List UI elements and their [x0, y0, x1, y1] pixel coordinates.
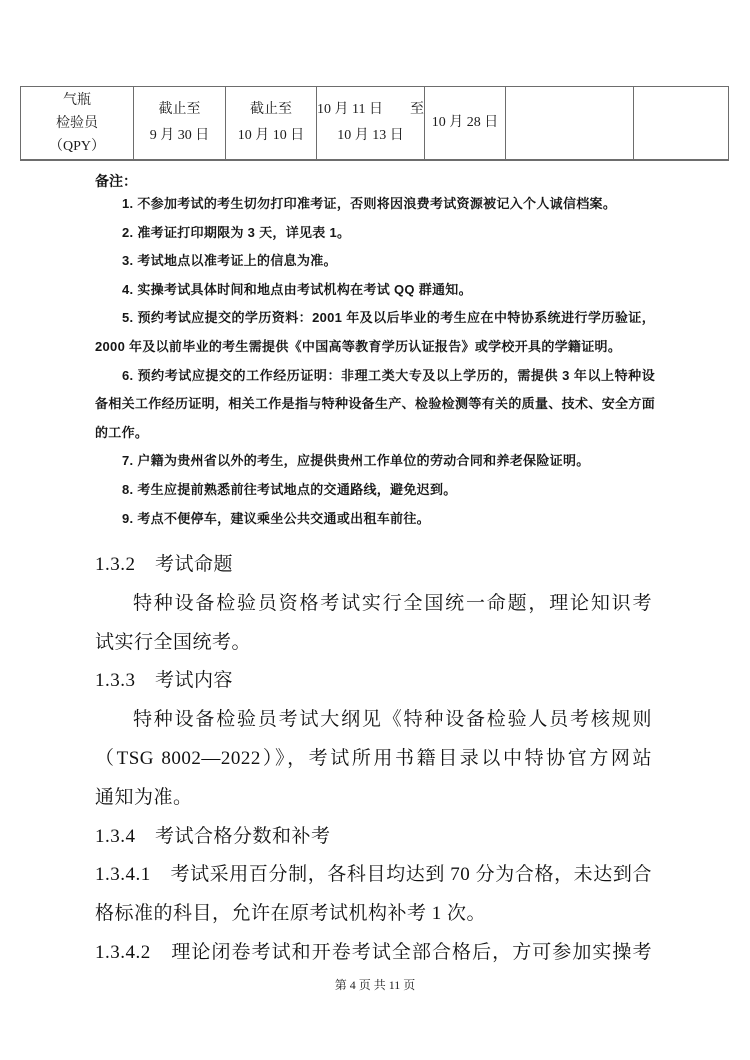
- note-line-6c: 的工作。: [95, 424, 149, 440]
- body-text-section: [95, 546, 652, 973]
- date-range-line: [317, 97, 424, 123]
- heading-1-3-4: 1.3.4 考试合格分数和补考: [95, 825, 331, 847]
- note-line-8: 8. 考生应提前熟悉前往考试地点的交通路线，避免迟到。: [122, 481, 457, 497]
- notes-label: 备注：: [95, 173, 137, 189]
- cell-deadline-oct10: [226, 87, 317, 161]
- cell-date-oct28: [425, 87, 506, 161]
- heading-1-3-2: 1.3.2 考试命题: [95, 554, 234, 575]
- note-line-9: 9. 考点不便停车，建议乘坐公共交通或出租车前往。: [122, 510, 430, 526]
- para-1-3-3-line-1: 特种设备检验员考试大纲见《特种设备检验人员考核规则: [133, 709, 652, 731]
- note-line-4: 4. 实操考试具体时间和地点由考试机构在考试 QQ 群通知。: [122, 281, 472, 297]
- note-line-5a: 5. 预约考试应提交的学历资料：2001 年及以后毕业的考生应在中特协系统进行学历验证，: [122, 310, 655, 326]
- note-line-5b: 2000 年及以前毕业的考生需提供《中国高等教育学历认证报告》或学校开具的学籍证明。: [95, 338, 622, 354]
- cell-exam-type-qpy: [21, 87, 134, 161]
- cell-empty-2: [634, 87, 729, 161]
- deadline-line: 9 月 30 日: [149, 128, 210, 143]
- note-line-3: 3. 考试地点以准考证上的信息为准。: [122, 253, 337, 269]
- para-1-3-4-2-line-1: 1.3.4.2 理论闭卷考试和开卷考试全部合格后，方可参加实操考: [95, 941, 652, 963]
- note-line-1: 1. 不参加考试的考生切勿打印准考证，否则将因浪费考试资源被记入个人诚信档案。: [122, 196, 617, 211]
- exam-type-line: 检验员: [56, 115, 98, 131]
- notes-section: [95, 190, 655, 533]
- date-line: 10 月 28 日: [431, 115, 499, 130]
- para-1-3-2-line-1: 特种设备检验员资格考试实行全国统一命题，理论知识考: [133, 592, 652, 614]
- para-1-3-2-line-2: 试实行全国统考。: [95, 631, 252, 653]
- cell-empty-1: [506, 87, 634, 161]
- table-row: [21, 87, 729, 161]
- note-line-6a: 6. 预约考试应提交的工作经历证明：非理工类大专及以上学历的，需提供 3 年以上特种设: [122, 367, 655, 383]
- date-range-to: 至: [410, 102, 424, 117]
- para-1-3-4-1-line-2: 格标准的科目，允许在原考试机构补考 1 次。: [95, 903, 487, 925]
- deadline-line: 截止至: [250, 102, 292, 117]
- date-range-end: 10 月 13 日: [337, 128, 404, 143]
- deadline-line: 截止至: [158, 102, 201, 117]
- exam-schedule-table: [20, 86, 729, 161]
- para-1-3-3-line-3: 通知为准。: [95, 786, 193, 808]
- heading-1-3-3: 1.3.3 考试内容: [95, 670, 234, 692]
- para-1-3-4-1-line-1: 1.3.4.1 考试采用百分制，各科目均达到 70 分为合格，未达到合: [95, 864, 652, 886]
- page-footer: 第 4 页 共 11 页: [334, 978, 416, 992]
- note-line-7: 7. 户籍为贵州省以外的考生，应提供贵州工作单位的劳动合同和养老保险证明。: [122, 453, 590, 469]
- date-range-start: 10 月 11 日: [317, 102, 383, 117]
- cell-deadline-sep30: [134, 87, 226, 161]
- note-line-2: 2. 准考证打印期限为 3 天，详见表 1。: [122, 224, 351, 240]
- note-line-6b: 备相关工作经历证明，相关工作是指与特种设备生产、检验检测等有关的质量、技术、安全方面: [95, 396, 655, 412]
- cell-exam-date-range: [317, 87, 425, 161]
- exam-type-line: 气瓶: [63, 92, 91, 108]
- exam-type-line: （QPY）: [48, 138, 105, 154]
- deadline-line: 10 月 10 日: [237, 128, 305, 143]
- para-1-3-3-line-2: （TSG 8002—2022）》，考试所用书籍目录以中特协官方网站: [95, 747, 652, 769]
